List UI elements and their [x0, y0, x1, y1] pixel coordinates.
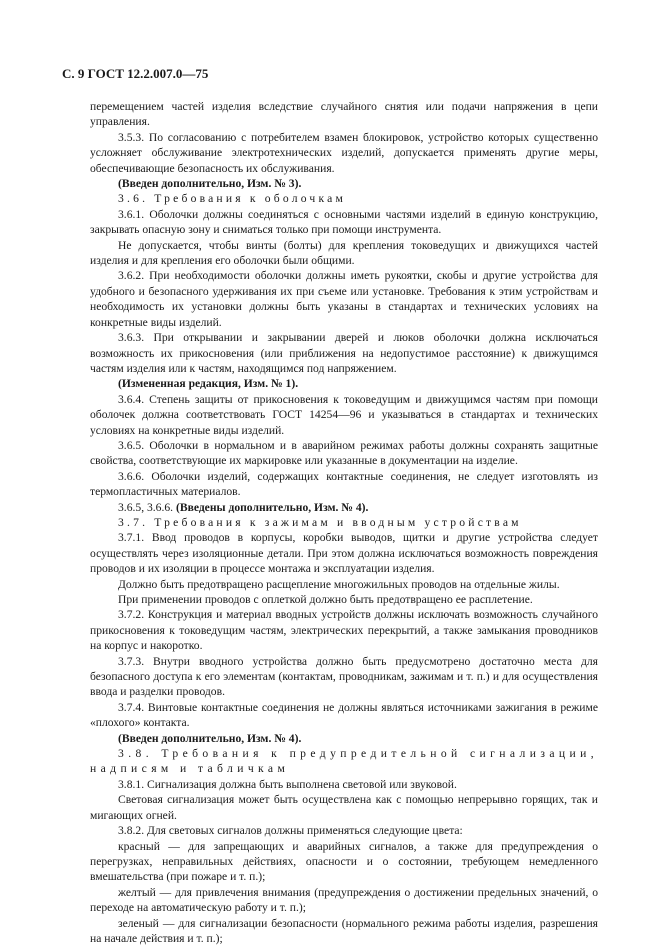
paragraph: красный — для запрещающих и аварийных сигналов, а также для предупреждения о перегрузках, неправильных действиях, опасности и о состоянии, требующем немедленного вмешательства (при пожаре и т. п.); — [90, 839, 598, 884]
paragraph: 3.6.4. Степень защиты от прикосновения к токоведущим и движущимся частям при помощи оболочек должна соответствовать ГОСТ 14254—96 и указываться в стандартах и технических условиях на конкретные виды изделий. — [90, 392, 598, 437]
section-heading: 3.7. Требования к зажимам и вводным устройствам — [118, 515, 522, 529]
paragraph: 3.6.1. Оболочки должны соединяться с основными частями изделий в единую конструкцию, закрывать опасную зону и сниматься только при помощи инструмента. — [90, 207, 598, 237]
paragraph: 3.7.1. Ввод проводов в корпусы, коробки выводов, щитки и другие устройства следует осуществлять через изоляционные детали. При этом должна исключаться возможность повреждения проводов и их изоляции в процессе монтажа и эксплуатации изделия. — [90, 531, 598, 576]
paragraph: 3.8.1. Сигнализация должна быть выполнена световой или звуковой. — [118, 777, 457, 791]
amendment-note: (Измененная редакция, Изм. № 1). — [118, 377, 299, 391]
amendment-note: (Введены дополнительно, Изм. № 4). — [175, 500, 369, 514]
paragraph: Не допускается, чтобы винты (болты) для крепления токоведущих и движущихся частей изделия и для крепления его оболочки были общими. — [90, 238, 598, 268]
paragraph: При применении проводов с оплеткой должно быть предотвращено ее расплетение. — [118, 593, 533, 606]
paragraph: 3.8.2. Для световых сигналов должны применяться следующие цвета: — [118, 824, 463, 838]
paragraph: 3.6.6. Оболочки изделий, содержащих контактные соединения, не следует изготовлять из термопластичных материалов. — [90, 469, 598, 499]
paragraph: 3.7.3. Внутри вводного устройства должно быть предусмотрено достаточно места для безопасного доступа к его элементам (контактам, проводникам, зажимам и т. п.) и для осуществления ввода и разделки проводов. — [90, 654, 598, 699]
paragraph: зеленый — для сигнализации безопасности (нормального режима работы изделия, разрешения на начале действия и т. п.); — [90, 916, 598, 945]
paragraph: Световая сигнализация может быть осуществлена как с помощью непрерывно горящих, так и мигающих огней. — [90, 793, 598, 822]
paragraph: 3.6.5. Оболочки в нормальном и в аварийном режимах работы должны сохранять защитные свойства, соответствующие их маркировке или указанные в документации на изделие. — [90, 438, 598, 468]
amendment-note: (Введен дополнительно, Изм. № 3). — [118, 177, 302, 191]
paragraph: 3.7.2. Конструкция и материал вводных устройств должны исключать возможность случайного прикосновения к токоведущим частям, электрических перекрытий, а также замыкания проводников на корпус и накоротко. — [90, 608, 598, 653]
paragraph: 3.7.4. Винтовые контактные соединения не должны являться источниками зажигания в режиме «плохого» контакта. — [90, 700, 598, 730]
paragraph: 3.5.3. По согласованию с потребителем взамен блокировок, устройство которых существенно усложняет обслуживание электротехнических изделий, допускается применять другие меры, обеспечивающие безопасность их обслуживания. — [90, 130, 598, 175]
paragraph: 3.6.3. При открывании и закрывании дверей и люков оболочки должна исключаться возможность их прикосновения (или приближения на недопустимое расстояние) к движущимся частям изделия или к частям, находящимся под напряжением. — [90, 331, 598, 375]
paragraph: желтый — для привлечения внимания (предупреждения о достижении предельных значений, о переходе на автоматическую работу и т. п.); — [90, 885, 598, 915]
document-body — [90, 99, 598, 946]
section-heading: 3.8. Требования к предупредительной сигнализации, надписям и табличкам — [90, 747, 598, 776]
paragraph: Должно быть предотвращено расщепление многожильных проводов на отдельные жилы. — [118, 577, 560, 591]
paragraph — [90, 500, 598, 515]
page-header: С. 9 ГОСТ 12.2.007.0—75 — [62, 66, 209, 81]
amendment-note: (Введен дополнительно, Изм. № 4). — [118, 731, 302, 745]
paragraph: 3.6.2. При необходимости оболочки должны иметь рукоятки, скобы и другие устройства для удобного и безопасного удерживания их при съеме или установке. Требования к этим устройствам и необходимость их установки должны быть указаны в стандартах и технических условиях на конкретные виды изделий. — [90, 269, 598, 329]
clause-reference: 3.6.5, 3.6.6. — [118, 500, 176, 514]
section-heading: 3.6. Требования к оболочкам — [118, 192, 346, 206]
paragraph: перемещением частей изделия вследствие случайного снятия или подачи напряжения в цепи управления. — [90, 100, 598, 129]
